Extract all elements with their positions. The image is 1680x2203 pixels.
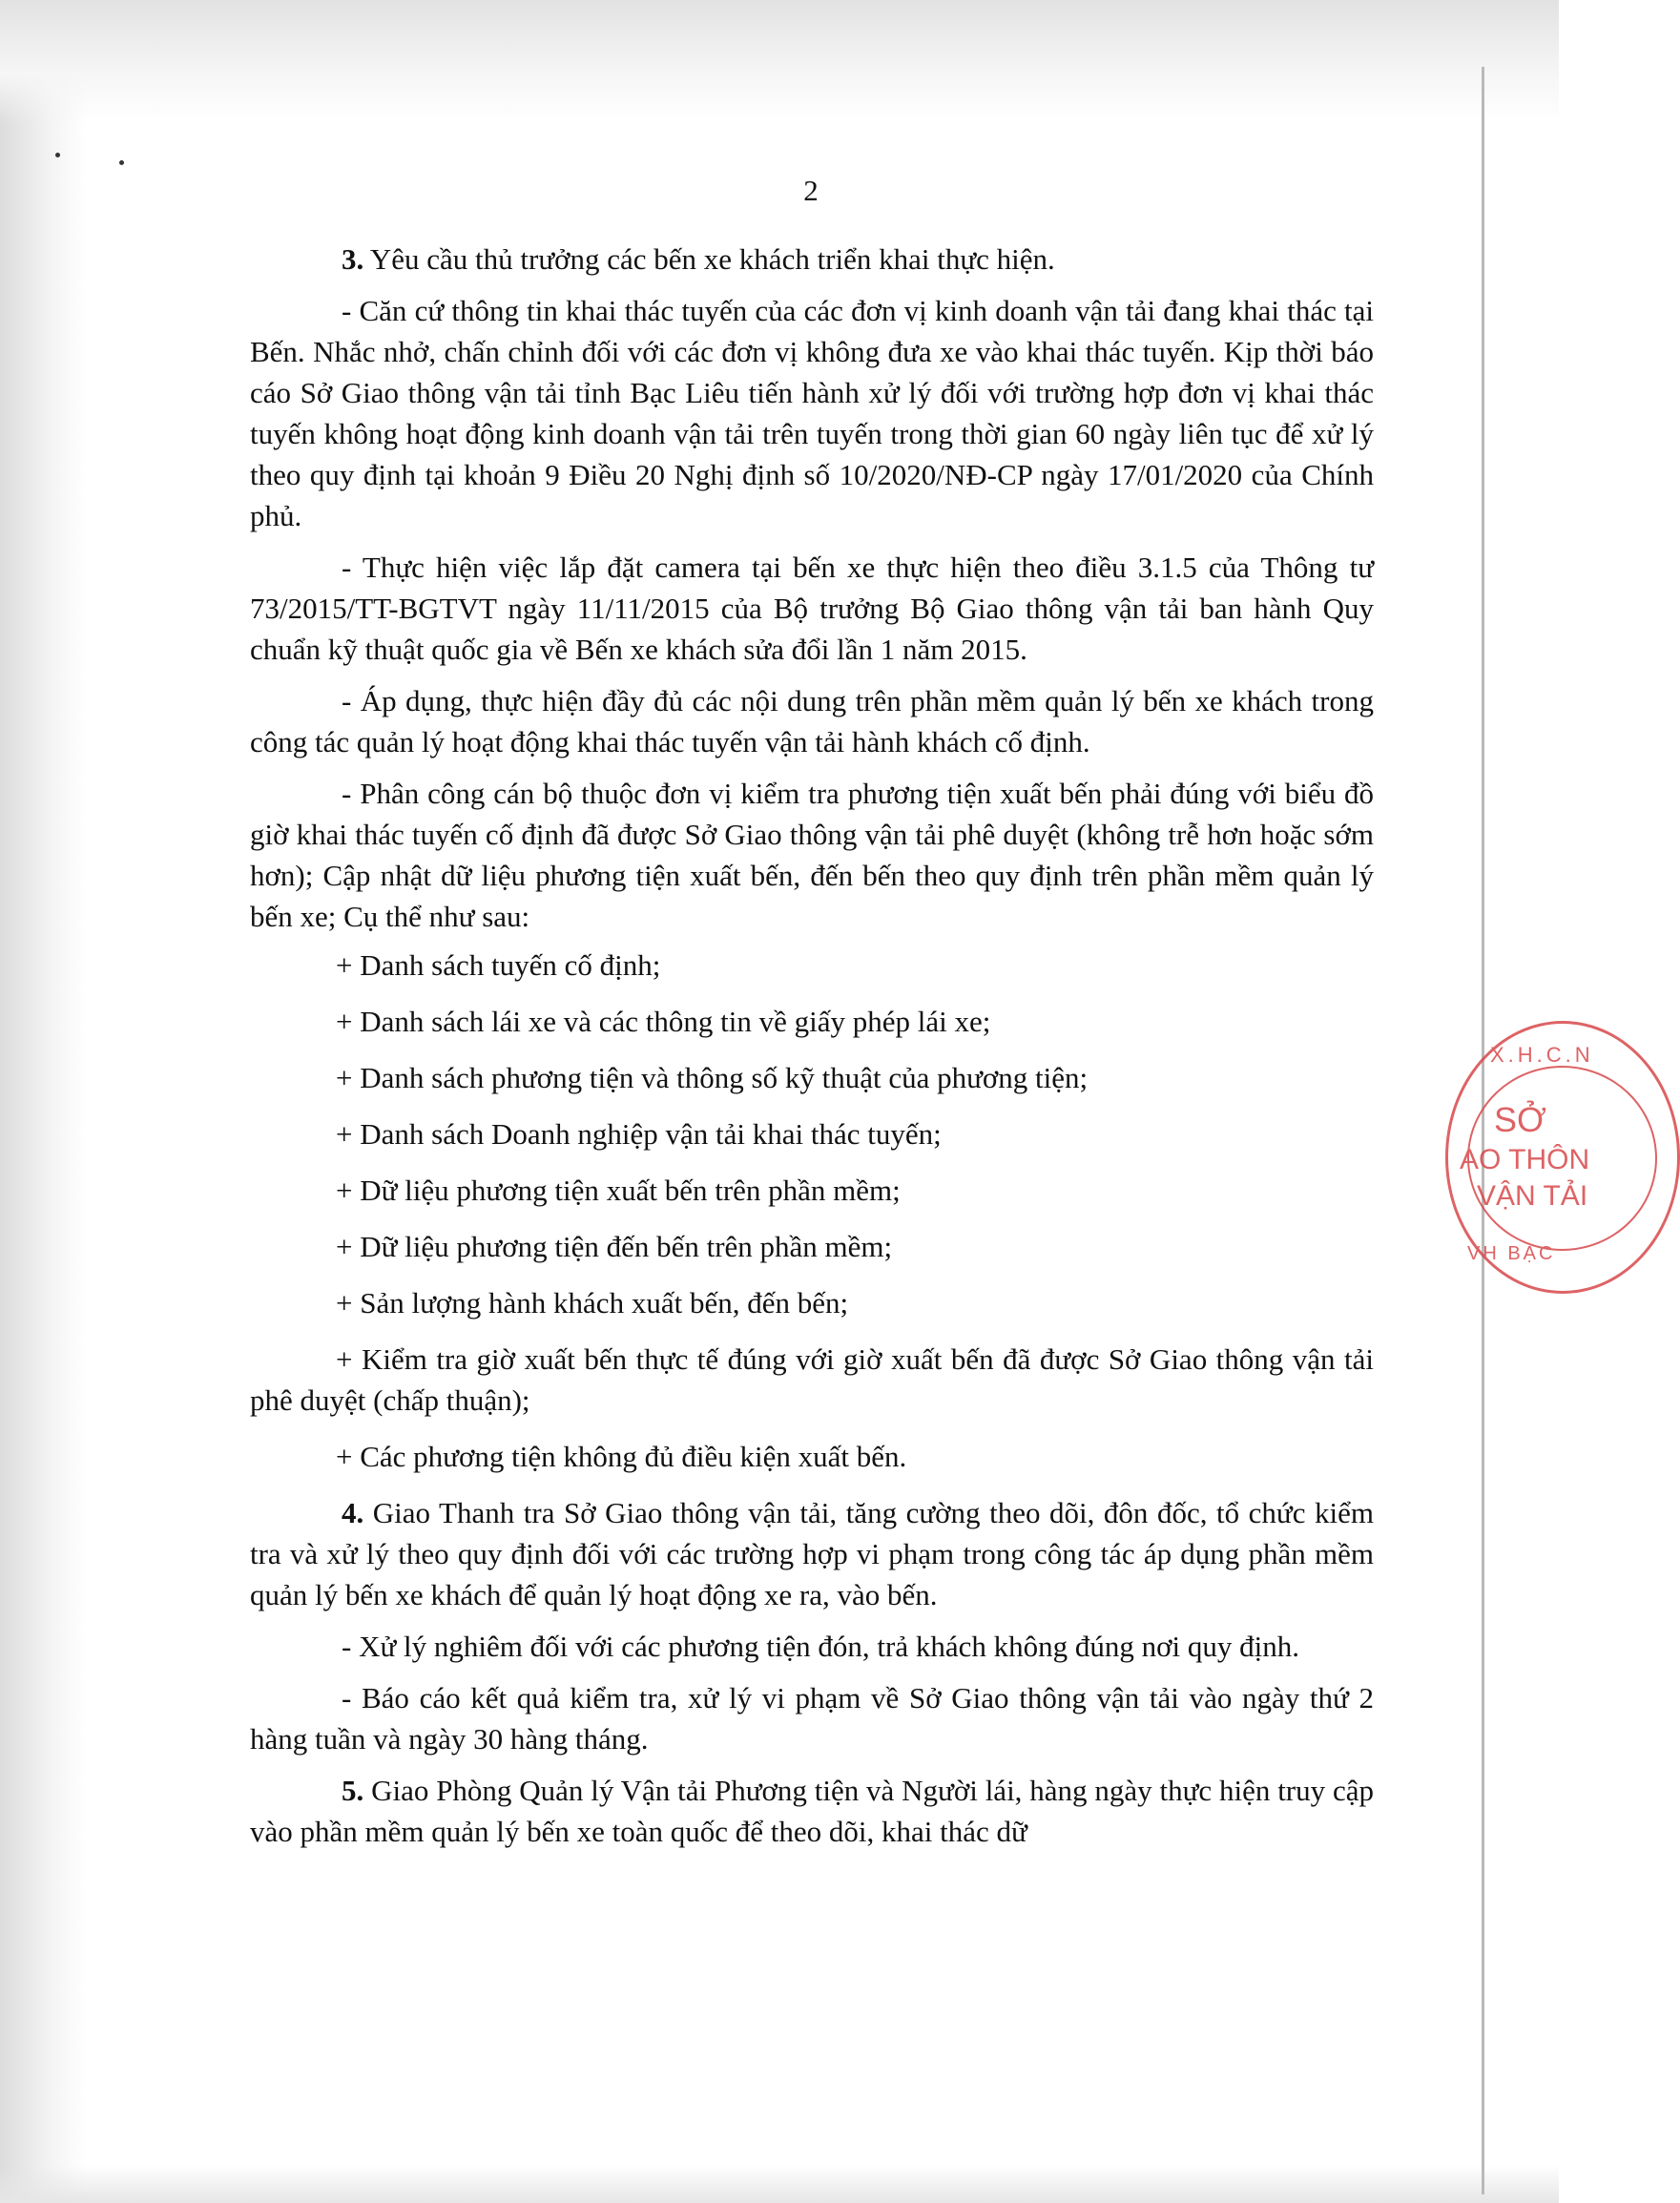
list-item: + Danh sách tuyến cố định; [336,948,661,982]
scan-shadow-bottom [0,2165,1559,2203]
scan-shadow-top [0,0,1559,124]
list-item: + Các phương tiện không đủ điều kiện xuất bến. [336,1440,907,1473]
paragraph: - Phân công cán bộ thuộc đơn vị kiểm tra phương tiện xuất bến phải đúng với biểu đồ giờ khai thác tuyến cố định đã được Sở Giao thông vận tải phê duyệt (không trễ hơn hoặc sớm hơn); Cập nhật dữ liệu phương tiện xuất bến, đến bến theo quy định trên phần mềm quản lý bến xe; Cụ thể như sau: [250,777,1374,933]
scan-shadow-left [0,0,86,2203]
scan-speck [55,153,60,157]
stamp-text: VẬN TẢI [1477,1180,1588,1212]
paragraph-5-heading: 5. Giao Phòng Quản lý Vận tải Phương tiện và Người lái, hàng ngày thực hiện truy cập vào phần mềm quản lý bến xe toàn quốc để theo dõi, khai thác dữ [250,1774,1374,1848]
red-seal-stamp [1445,1021,1680,1294]
paragraph: - Căn cứ thông tin khai thác tuyến của các đơn vị kinh doanh vận tải đang khai thác tại Bến. Nhắc nhở, chấn chỉnh đối với các đơn vị không đưa xe vào khai thác tuyến. Kịp thời báo cáo Sở Giao thông vận tải tỉnh Bạc Liêu tiến hành xử lý đối với trường hợp đơn vị khai thác tuyến không hoạt động kinh doanh vận tải trên tuyến trong thời gian 60 ngày liên tục để xử lý theo quy định tại khoản 9 Điều 20 Nghị định số 10/2020/NĐ-CP ngày 17/01/2020 của Chính phủ. [250,294,1374,532]
paragraph-3-heading: 3. Yêu cầu thủ trưởng các bến xe khách triển khai thực hiện. [342,242,1055,276]
document-body [250,239,1374,1862]
list-item: + Danh sách phương tiện và thông số kỹ thuật của phương tiện; [336,1061,1089,1094]
list-item: + Dữ liệu phương tiện xuất bến trên phần mềm; [336,1174,901,1207]
stamp-text: VH BẠC [1467,1243,1556,1264]
stamp-text: SỞ [1494,1100,1546,1139]
paragraph-4-heading: 4. Giao Thanh tra Sở Giao thông vận tải, tăng cường theo dõi, đôn đốc, tổ chức kiểm tra và xử lý theo quy định đối với các trường hợp vi phạm trong công tác áp dụng phần mềm quản lý bến xe khách để quản lý hoạt động xe ra, vào bến. [250,1496,1374,1611]
stamp-text: X.H.C.N [1490,1043,1594,1067]
scan-speck [119,160,124,165]
paragraph: - Báo cáo kết quả kiểm tra, xử lý vi phạm về Sở Giao thông vận tải vào ngày thứ 2 hàng tuần và ngày 30 hàng tháng. [250,1681,1374,1756]
list-item: + Dữ liệu phương tiện đến bến trên phần mềm; [336,1230,893,1263]
paragraph: - Xử lý nghiêm đối với các phương tiện đón, trả khách không đúng nơi quy định. [342,1630,1300,1663]
stamp-text: AO THÔN [1460,1144,1590,1175]
list-item: + Sản lượng hành khách xuất bến, đến bến; [336,1286,849,1320]
list-item: + Kiểm tra giờ xuất bến thực tế đúng với giờ xuất bến đã được Sở Giao thông vận tải phê duyệt (chấp thuận); [250,1342,1374,1417]
page-number: 2 [803,174,819,207]
list-item: + Danh sách lái xe và các thông tin về giấy phép lái xe; [336,1005,991,1038]
list-item: + Danh sách Doanh nghiệp vận tải khai thác tuyến; [336,1117,942,1151]
paragraph: - Áp dụng, thực hiện đầy đủ các nội dung trên phần mềm quản lý bến xe khách trong công tác quản lý hoạt động khai thác tuyến vận tải hành khách cố định. [250,684,1374,759]
paragraph: - Thực hiện việc lắp đặt camera tại bến xe thực hiện theo điều 3.1.5 của Thông tư 73/2015/TT-BGTVT ngày 11/11/2015 của Bộ trưởng Bộ Giao thông vận tải ban hành Quy chuẩn kỹ thuật quốc gia về Bến xe khách sửa đổi lần 1 năm 2015. [250,551,1374,666]
